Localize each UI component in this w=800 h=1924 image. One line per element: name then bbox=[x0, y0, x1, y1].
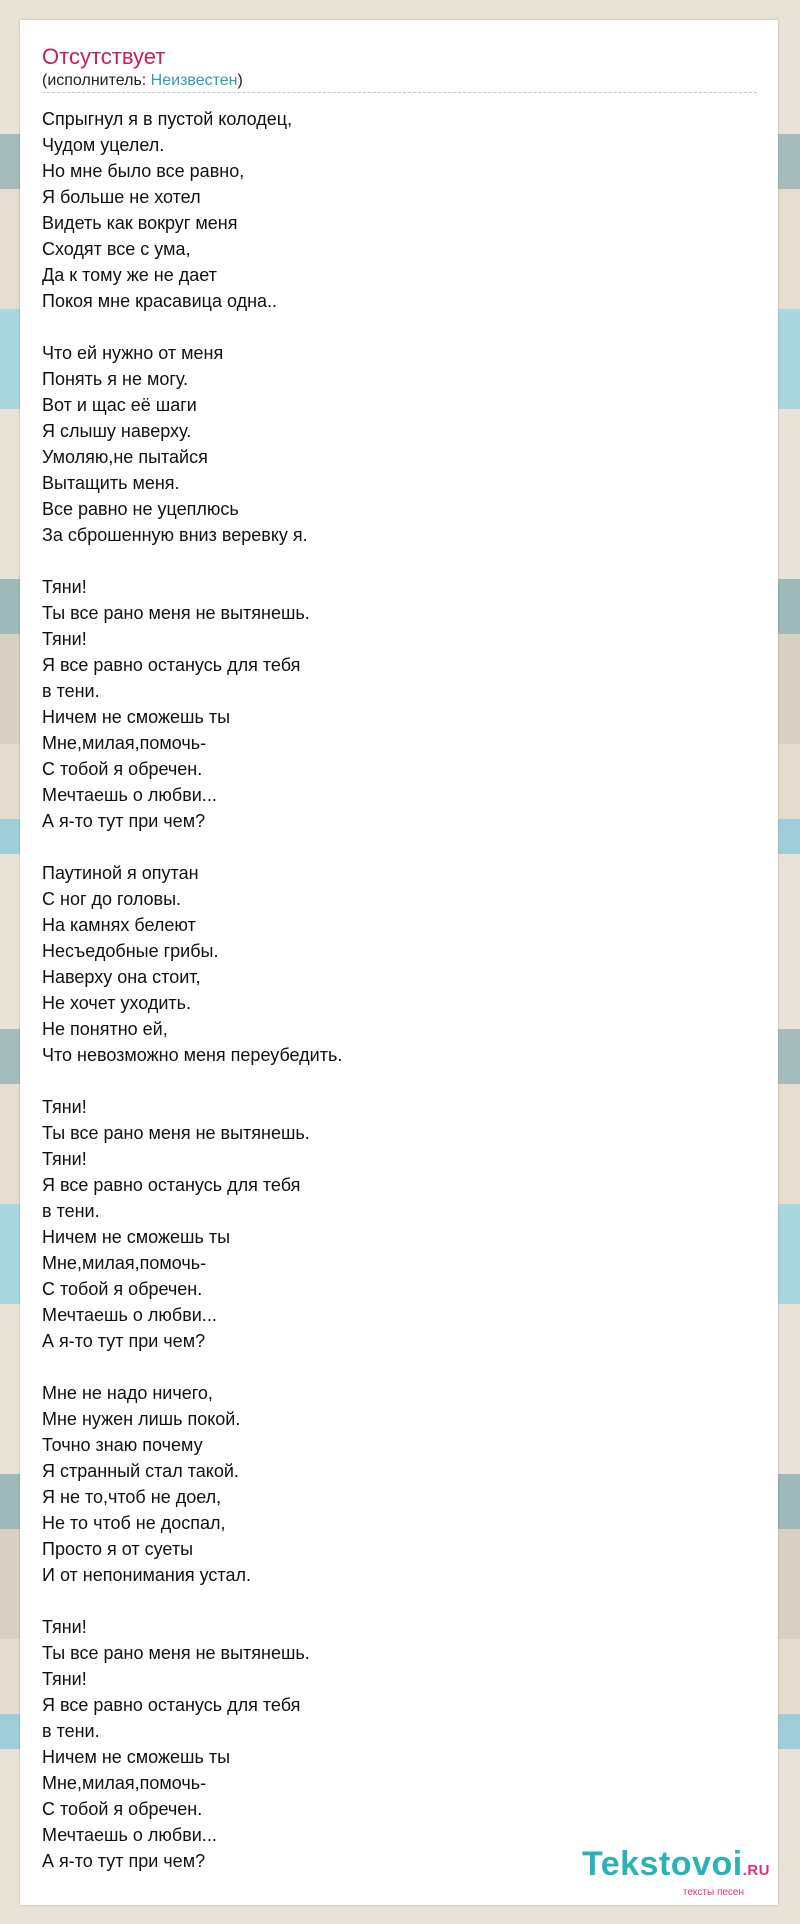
stanza-break bbox=[42, 548, 342, 574]
logo-tagline: тексты песен bbox=[682, 1887, 744, 1898]
lyric-line: Мне,милая,помочь- bbox=[42, 1253, 207, 1273]
lyric-line: Не хочет уходить. bbox=[42, 993, 192, 1013]
lyric-line: Умоляю,не пытайся bbox=[42, 447, 208, 467]
lyric-line: Тяни! bbox=[42, 1149, 87, 1169]
site-logo[interactable] bbox=[582, 1846, 770, 1898]
lyric-line: Ты все рано меня не вытянешь. bbox=[42, 603, 310, 623]
lyric-line: Тяни! bbox=[42, 577, 87, 597]
lyric-line: Ничем не сможешь ты bbox=[42, 1227, 231, 1247]
stanza-break bbox=[42, 1588, 342, 1614]
lyric-line: в тени. bbox=[42, 1721, 100, 1741]
lyric-line: Мне,милая,помочь- bbox=[42, 733, 207, 753]
lyric-line: Сходят все с ума, bbox=[42, 239, 191, 259]
lyric-line: Я все равно останусь для тебя bbox=[42, 1175, 301, 1195]
lyric-line: в тени. bbox=[42, 681, 100, 701]
lyric-line: С ног до головы. bbox=[42, 889, 182, 909]
lyric-line: Я все равно останусь для тебя bbox=[42, 1695, 301, 1715]
lyric-line: Да к тому же не дает bbox=[42, 265, 217, 285]
lyric-line: Я не то,чтоб не доел, bbox=[42, 1487, 222, 1507]
lyric-line: Несъедобные грибы. bbox=[42, 941, 219, 961]
lyric-line: На камнях белеют bbox=[42, 915, 196, 935]
lyric-line: Что ей нужно от меня bbox=[42, 343, 224, 363]
lyric-line: Ничем не сможешь ты bbox=[42, 1747, 231, 1767]
lyric-line: Не понятно ей, bbox=[42, 1019, 168, 1039]
lyric-line: Я все равно останусь для тебя bbox=[42, 655, 301, 675]
lyric-line: Понять я не могу. bbox=[42, 369, 189, 389]
stanza-break bbox=[42, 1068, 342, 1094]
lyric-line: Мне,милая,помочь- bbox=[42, 1773, 207, 1793]
stanza-break bbox=[42, 1354, 342, 1380]
lyric-line: Вот и щас её шаги bbox=[42, 395, 197, 415]
lyric-line: Мечтаешь о любви... bbox=[42, 785, 217, 805]
lyric-line: Что невозможно меня переубедить. bbox=[42, 1045, 343, 1065]
lyric-line: Но мне было все равно, bbox=[42, 161, 245, 181]
lyric-line: Все равно не уцеплюсь bbox=[42, 499, 239, 519]
lyric-line: Вытащить меня. bbox=[42, 473, 180, 493]
lyric-line: Чудом уцелел. bbox=[42, 135, 165, 155]
lyric-line: Я слышу наверху. bbox=[42, 421, 192, 441]
lyric-line: Мечтаешь о любви... bbox=[42, 1825, 217, 1845]
title-divider bbox=[42, 92, 757, 93]
lyric-line: А я-то тут при чем? bbox=[42, 811, 206, 831]
lyric-line: С тобой я обречен. bbox=[42, 1279, 203, 1299]
lyric-line: А я-то тут при чем? bbox=[42, 1851, 206, 1871]
lyric-line: Просто я от суеты bbox=[42, 1539, 194, 1559]
logo-wordmark: Tekstovoi bbox=[581, 1845, 743, 1883]
stanza-break bbox=[42, 314, 342, 340]
artist-link[interactable]: Неизвестен bbox=[150, 72, 238, 89]
artist-suffix: ) bbox=[237, 72, 243, 89]
lyrics-text bbox=[42, 106, 342, 1874]
lyric-line: Тяни! bbox=[42, 1617, 87, 1637]
lyric-line: Тяни! bbox=[42, 1097, 87, 1117]
stanza-break bbox=[42, 834, 342, 860]
lyric-line: Я странный стал такой. bbox=[42, 1461, 239, 1481]
lyric-line: Ты все рано меня не вытянешь. bbox=[42, 1123, 310, 1143]
lyric-line: Спрыгнул я в пустой колодец, bbox=[42, 109, 293, 129]
lyric-line: За сброшенную вниз веревку я. bbox=[42, 525, 308, 545]
lyric-line: Ты все рано меня не вытянешь. bbox=[42, 1643, 310, 1663]
lyric-line: Видеть как вокруг меня bbox=[42, 213, 238, 233]
lyric-line: С тобой я обречен. bbox=[42, 1799, 203, 1819]
lyric-line: Покоя мне красавица одна.. bbox=[42, 291, 278, 311]
lyric-line: в тени. bbox=[42, 1201, 100, 1221]
lyric-line: И от непонимания устал. bbox=[42, 1565, 251, 1585]
lyric-line: Мне не надо ничего, bbox=[42, 1383, 213, 1403]
lyric-line: Ничем не сможешь ты bbox=[42, 707, 231, 727]
lyric-line: Мечтаешь о любви... bbox=[42, 1305, 217, 1325]
artist-prefix: (исполнитель: bbox=[42, 72, 151, 89]
artist-line bbox=[42, 72, 243, 90]
song-title: Отсутствует bbox=[42, 44, 166, 69]
lyric-line: Я больше не хотел bbox=[42, 187, 201, 207]
lyric-line: Тяни! bbox=[42, 1669, 87, 1689]
lyric-line: С тобой я обречен. bbox=[42, 759, 203, 779]
lyric-line: Не то чтоб не доспал, bbox=[42, 1513, 226, 1533]
lyric-line: Паутиной я опутан bbox=[42, 863, 199, 883]
lyric-line: А я-то тут при чем? bbox=[42, 1331, 206, 1351]
lyric-line: Точно знаю почему bbox=[42, 1435, 203, 1455]
logo-domain-suffix: .RU bbox=[742, 1862, 770, 1879]
lyric-line: Тяни! bbox=[42, 629, 87, 649]
lyric-line: Мне нужен лишь покой. bbox=[42, 1409, 241, 1429]
lyric-line: Наверху она стоит, bbox=[42, 967, 201, 987]
